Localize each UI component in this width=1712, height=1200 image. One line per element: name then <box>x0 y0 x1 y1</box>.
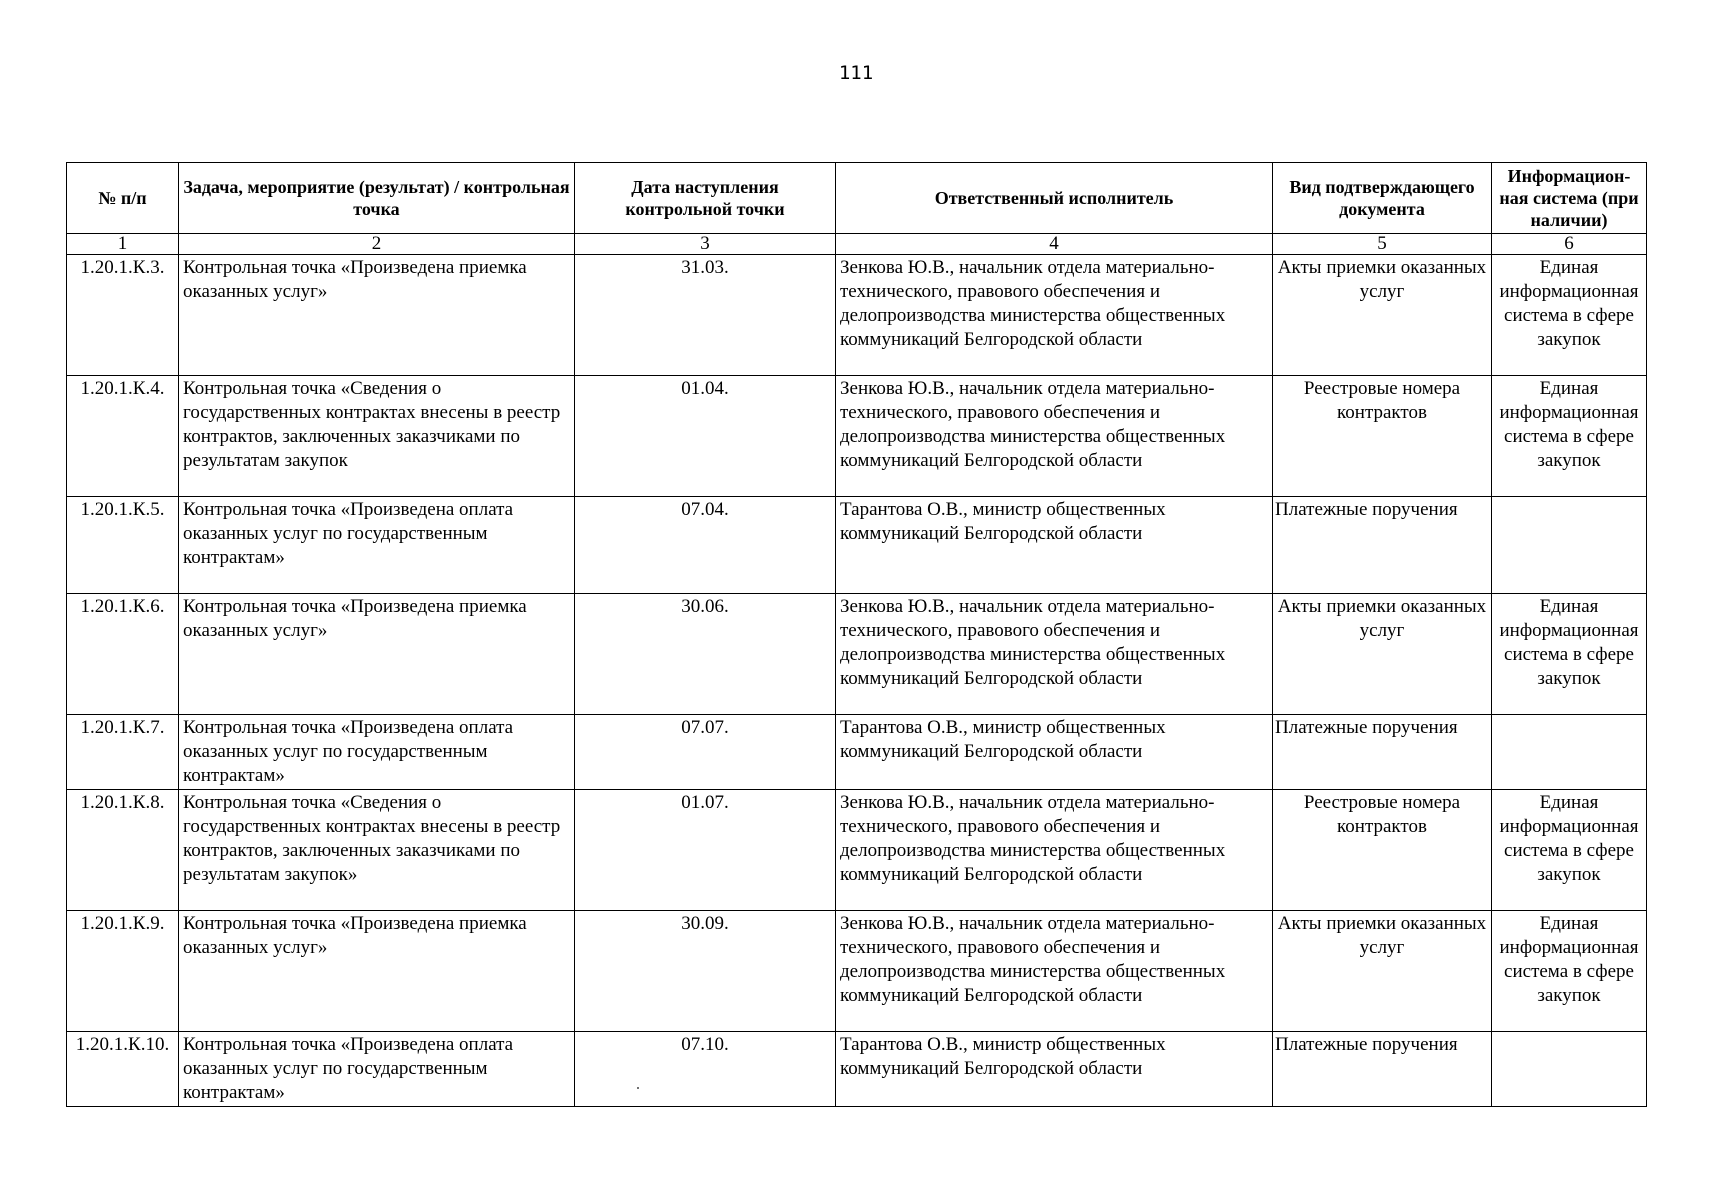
row-task: Контрольная точка «Произведена приемка оказанных услуг» <box>179 911 575 1032</box>
row-system: Единая информационная система в сфере закупок <box>1492 790 1647 911</box>
row-system: Единая информационная система в сфере закупок <box>1492 594 1647 715</box>
row-document: Реестровые номера контрактов <box>1273 376 1492 497</box>
header-task: Задача, мероприятие (результат) / контрольная точка <box>179 163 575 234</box>
row-document: Акты приемки оказанных услуг <box>1273 594 1492 715</box>
table-row <box>67 1032 1647 1107</box>
header-system: Информацион-ная система (при наличии) <box>1492 163 1647 234</box>
row-document: Реестровые номера контрактов <box>1273 790 1492 911</box>
row-executor: Зенкова Ю.В., начальник отдела материально-технического, правового обеспечения и делопроизводства министерства общественных коммуникаций Белгородской области <box>836 255 1273 376</box>
row-system <box>1492 715 1647 790</box>
row-system <box>1492 497 1647 594</box>
table-row <box>67 376 1647 497</box>
row-executor: Зенкова Ю.В., начальник отдела материально-технического, правового обеспечения и делопроизводства министерства общественных коммуникаций Белгородской области <box>836 376 1273 497</box>
page-number: 111 <box>838 62 874 84</box>
row-number: 1.20.1.К.10. <box>67 1032 179 1107</box>
row-task: Контрольная точка «Сведения о государственных контрактах внесены в реестр контрактов, заключенных заказчиками по результатам закупок» <box>179 790 575 911</box>
row-system <box>1492 1032 1647 1107</box>
row-system: Единая информационная система в сфере закупок <box>1492 255 1647 376</box>
row-document: Акты приемки оказанных услуг <box>1273 255 1492 376</box>
row-document: Платежные поручения <box>1273 1032 1492 1107</box>
header-executor: Ответственный исполнитель <box>836 163 1273 234</box>
table-header-row <box>67 163 1647 234</box>
row-document: Платежные поручения <box>1273 715 1492 790</box>
row-task: Контрольная точка «Произведена оплата оказанных услуг по государственным контрактам» <box>179 1032 575 1107</box>
row-document: Платежные поручения <box>1273 497 1492 594</box>
column-number: 5 <box>1273 234 1492 255</box>
row-system: Единая информационная система в сфере закупок <box>1492 911 1647 1032</box>
row-executor: Зенкова Ю.В., начальник отдела материально-технического, правового обеспечения и делопроизводства министерства общественных коммуникаций Белгородской области <box>836 594 1273 715</box>
row-document: Акты приемки оказанных услуг <box>1273 911 1492 1032</box>
table-row <box>67 790 1647 911</box>
row-date: 31.03. <box>575 255 836 376</box>
row-number: 1.20.1.К.9. <box>67 911 179 1032</box>
row-date: 30.09. <box>575 911 836 1032</box>
column-number: 6 <box>1492 234 1647 255</box>
row-executor: Зенкова Ю.В., начальник отдела материально-технического, правового обеспечения и делопроизводства министерства общественных коммуникаций Белгородской области <box>836 790 1273 911</box>
row-task: Контрольная точка «Произведена приемка оказанных услуг» <box>179 255 575 376</box>
column-number: 3 <box>575 234 836 255</box>
header-number: № п/п <box>67 163 179 234</box>
table-row <box>67 911 1647 1032</box>
row-task: Контрольная точка «Произведена приемка оказанных услуг» <box>179 594 575 715</box>
table-row <box>67 255 1647 376</box>
row-number: 1.20.1.К.4. <box>67 376 179 497</box>
row-date: 07.10. <box>575 1032 836 1107</box>
row-number: 1.20.1.К.7. <box>67 715 179 790</box>
row-number: 1.20.1.К.8. <box>67 790 179 911</box>
table-row <box>67 594 1647 715</box>
row-task: Контрольная точка «Произведена оплата оказанных услуг по государственным контрактам» <box>179 497 575 594</box>
column-number-row <box>67 234 1647 255</box>
row-number: 1.20.1.К.5. <box>67 497 179 594</box>
row-system: Единая информационная система в сфере закупок <box>1492 376 1647 497</box>
row-executor: Тарантова О.В., министр общественных коммуникаций Белгородской области <box>836 1032 1273 1107</box>
row-number: 1.20.1.К.6. <box>67 594 179 715</box>
table-row <box>67 715 1647 790</box>
column-number: 2 <box>179 234 575 255</box>
column-number: 1 <box>67 234 179 255</box>
row-date: 01.07. <box>575 790 836 911</box>
row-date: 07.04. <box>575 497 836 594</box>
row-task: Контрольная точка «Сведения о государственных контрактах внесены в реестр контрактов, заключенных заказчиками по результатам закупок <box>179 376 575 497</box>
row-executor: Зенкова Ю.В., начальник отдела материально-технического, правового обеспечения и делопроизводства министерства общественных коммуникаций Белгородской области <box>836 911 1273 1032</box>
row-date: 01.04. <box>575 376 836 497</box>
row-date: 30.06. <box>575 594 836 715</box>
column-number: 4 <box>836 234 1273 255</box>
table-row <box>67 497 1647 594</box>
row-task: Контрольная точка «Произведена оплата оказанных услуг по государственным контрактам» <box>179 715 575 790</box>
row-executor: Тарантова О.В., министр общественных коммуникаций Белгородской области <box>836 497 1273 594</box>
control-points-table <box>66 162 1647 1107</box>
row-date: 07.07. <box>575 715 836 790</box>
header-date: Дата наступления контрольной точки <box>575 163 836 234</box>
scan-speck <box>637 1087 639 1089</box>
header-document: Вид подтверждающего документа <box>1273 163 1492 234</box>
row-number: 1.20.1.К.3. <box>67 255 179 376</box>
row-executor: Тарантова О.В., министр общественных коммуникаций Белгородской области <box>836 715 1273 790</box>
